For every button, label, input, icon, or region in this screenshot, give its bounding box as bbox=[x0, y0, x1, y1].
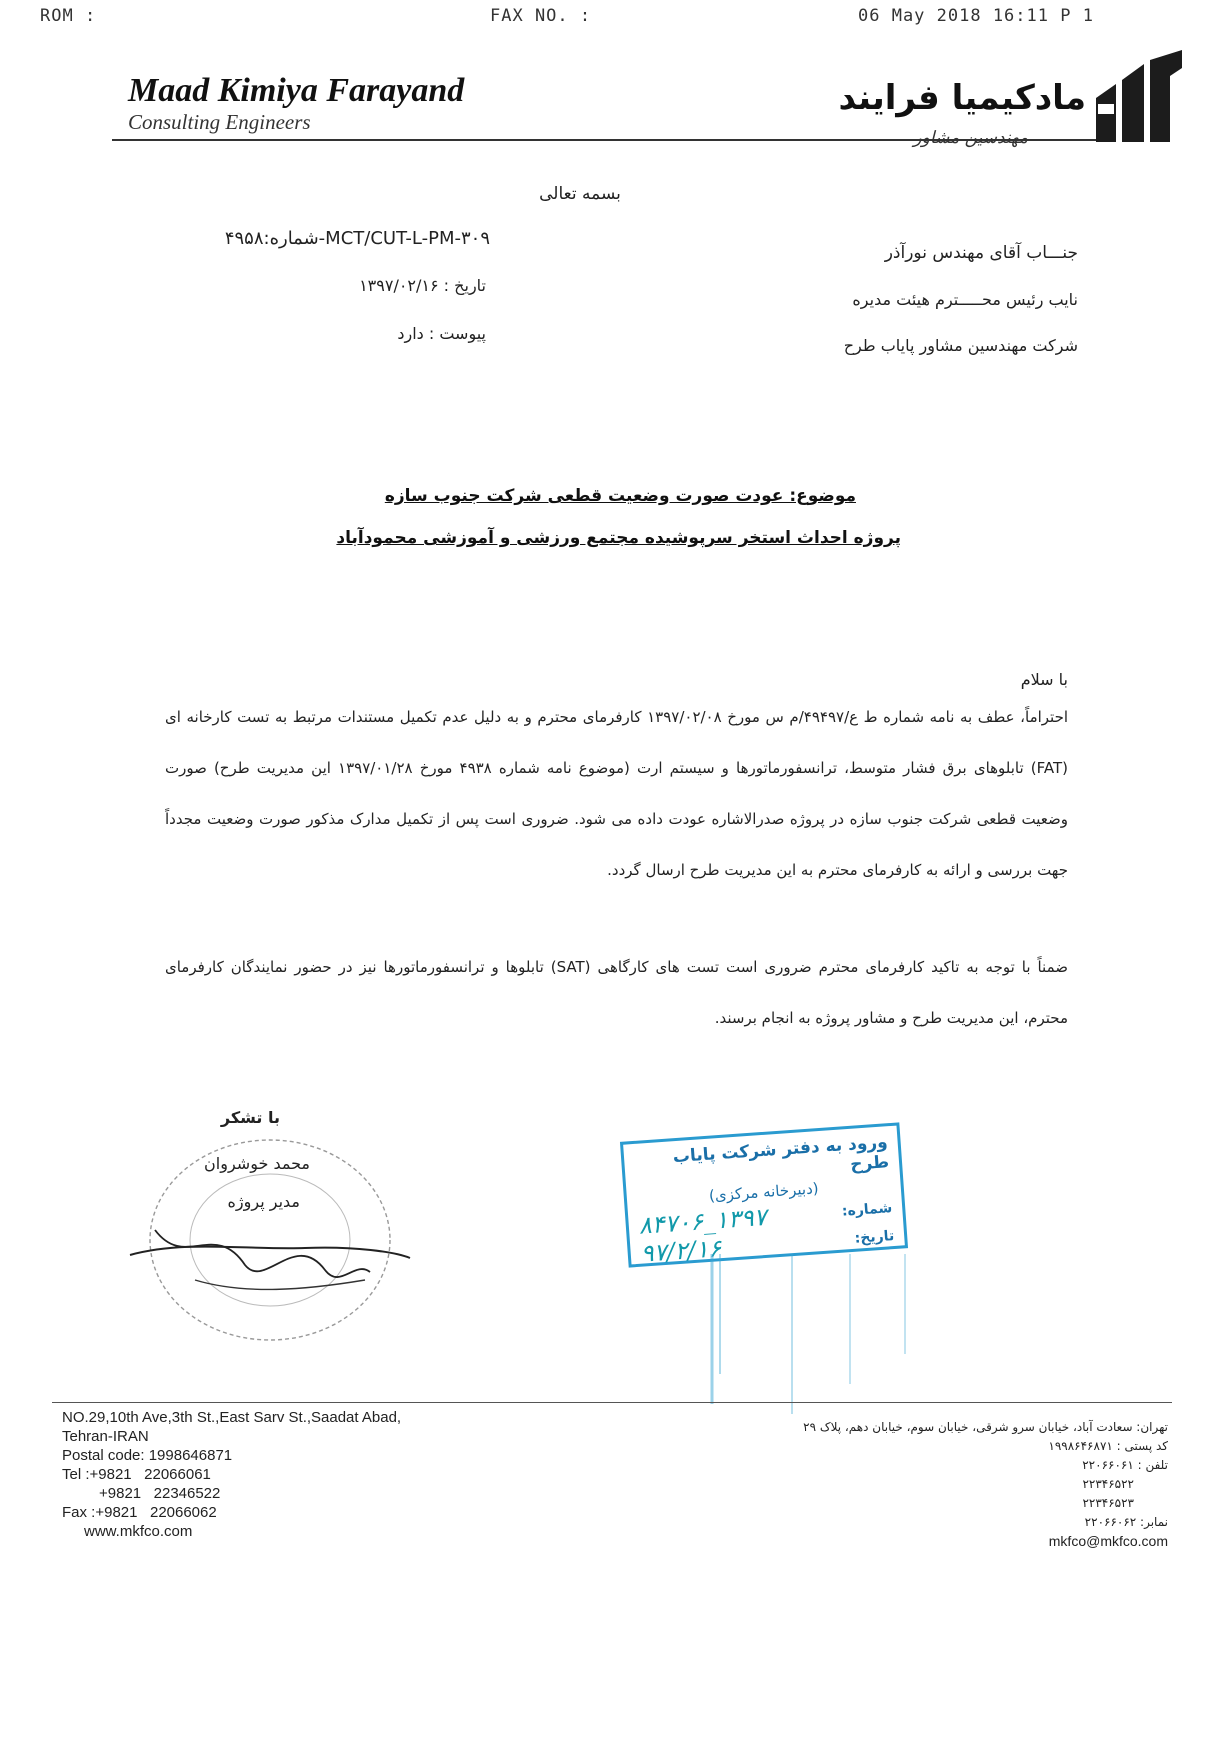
footer-fa-tel-1: تلفن : ۲۲۰۶۶۰۶۱ bbox=[1082, 1458, 1168, 1472]
stamp-number-value: ۱۳۹۷_۸۴۷۰۶ bbox=[637, 1202, 768, 1240]
stamp-title: ورود به دفتر شرکت پایاب طرح bbox=[672, 1132, 890, 1175]
footer-web[interactable]: www.mkfco.com bbox=[84, 1523, 193, 1540]
company-name-en: Maad Kimiya Farayand bbox=[128, 72, 465, 109]
footer-tel-2: +9821 22346522 bbox=[99, 1485, 221, 1502]
recipient-company: شرکت مهندسین مشاور پایاب طرح bbox=[843, 336, 1078, 355]
footer-address-1: NO.29,10th Ave,3th St.,East Sarv St.,Saadat Abad, bbox=[62, 1409, 402, 1426]
recipient-title: نایب رئیس محـــــترم هیئت مدیره bbox=[852, 290, 1078, 309]
footer-address-2: Tehran-IRAN bbox=[62, 1428, 149, 1445]
footer-postal: Postal code: 1998646871 bbox=[62, 1447, 233, 1464]
footer-en bbox=[62, 1408, 401, 1541]
signer-name: محمد خوشروان bbox=[204, 1154, 310, 1173]
company-logo bbox=[1090, 50, 1186, 150]
subject-line-2: پروژه احداث استخر سرپوشیده مجتمع ورزشی و آموزشی محمودآباد bbox=[336, 528, 901, 548]
footer-fa-email[interactable]: mkfco@mkfco.com bbox=[1048, 1533, 1168, 1549]
fax-number-label: FAX NO. : bbox=[490, 6, 592, 26]
subject-line-1: موضوع: عودت صورت وضعیت قطعی شرکت جنوب سازه bbox=[384, 486, 856, 506]
invocation: بسمه تعالی bbox=[539, 184, 621, 204]
received-stamp bbox=[620, 1122, 908, 1267]
stamp-date-value: ۹۷/۲/۱۶ bbox=[639, 1234, 723, 1268]
body-paragraph-1: احتراماً، عطف به نامه شماره ط ع/۴۹۴۹۷/م س مورخ ۱۳۹۷/۰۲/۰۸ کارفرمای محترم و به دلیل عدم تکمیل مستندات مرتبط به تست کارخانه ای (FAT) تابلوهای برق فشار متوسط، ترانسفورماتورها و سیستم ارت (موضوع نامه شماره ۴۹۳۸ مورخ ۱۳۹۷/۰۱/۲۸ این مدیریت طرح) صورت وضعیت قطعی شرکت جنوب سازه در پروژه صدرالاشاره عودت داده می شود. ضروری است پس از تکمیل مدارک مذکور صورت وضعیت مجدداً جهت بررسی و ارائه به کارفرمای محترم به این مدیریت طرح ارسال گردد. bbox=[165, 708, 1069, 879]
fax-datetime: 06 May 2018 16:11 P 1 bbox=[858, 6, 1094, 26]
letter-attachment: پیوست : دارد bbox=[397, 324, 486, 343]
letter-date: تاریخ : ۱۳۹۷/۰۲/۱۶ bbox=[359, 276, 486, 295]
company-subtitle-fa: مهندسین مشاور bbox=[913, 128, 1028, 148]
company-subtitle-en: Consulting Engineers bbox=[128, 110, 311, 134]
footer-fa-fax: نمابر: ۲۲۰۶۶۰۶۲ bbox=[1084, 1515, 1168, 1529]
footer-fa bbox=[668, 1418, 1168, 1551]
footer-fa-tel-3: ۲۲۳۴۶۵۲۳ bbox=[1082, 1496, 1134, 1510]
footer-fax: Fax :+9821 22066062 bbox=[62, 1504, 217, 1521]
company-name-fa: مادکیمیا فرایند bbox=[838, 78, 1086, 118]
closing-thanks: با تشکر bbox=[220, 1108, 280, 1127]
stamp-ink-streaks bbox=[700, 1254, 920, 1424]
stamp-subtitle: (دبیرخانه مرکزی) bbox=[708, 1179, 820, 1205]
footer-fa-address: تهران: سعادت آباد، خیابان سرو شرقی، خیابان سوم، خیابان دهم، پلاک ۲۹ bbox=[803, 1420, 1168, 1434]
recipient-name: جنـــاب آقای مهندس نورآذر bbox=[884, 243, 1078, 263]
footer-rule bbox=[52, 1402, 1172, 1403]
salutation: با سلام bbox=[1020, 670, 1068, 689]
letter-number: شماره:۴۹۵۸-MCT/CUT-L-PM-۳۰۹ bbox=[224, 228, 490, 249]
footer-fa-tel-2: ۲۲۳۴۶۵۲۲ bbox=[1082, 1477, 1134, 1491]
signature-scribble bbox=[125, 1210, 415, 1300]
footer-tel-1: Tel :+9821 22066061 bbox=[62, 1466, 211, 1483]
signer-title: مدیر پروژه bbox=[227, 1192, 300, 1211]
stamp-number-label: شماره: bbox=[841, 1200, 893, 1220]
body-paragraph-2: ضمناً با توجه به تاکید کارفرمای محترم ضروری است تست های کارگاهی (SAT) تابلوها و ترانسفورماتورها نیز در حضور نمایندگان کارفرمای محترم، این مدیریت طرح و مشاور پروژه به انجام برسند. bbox=[165, 958, 1068, 1027]
fax-from-label: ROM : bbox=[40, 6, 97, 26]
stamp-date-label: تاریخ: bbox=[854, 1228, 895, 1247]
footer-fa-postal: کد پستی : ۱۹۹۸۶۴۶۸۷۱ bbox=[1048, 1439, 1168, 1453]
